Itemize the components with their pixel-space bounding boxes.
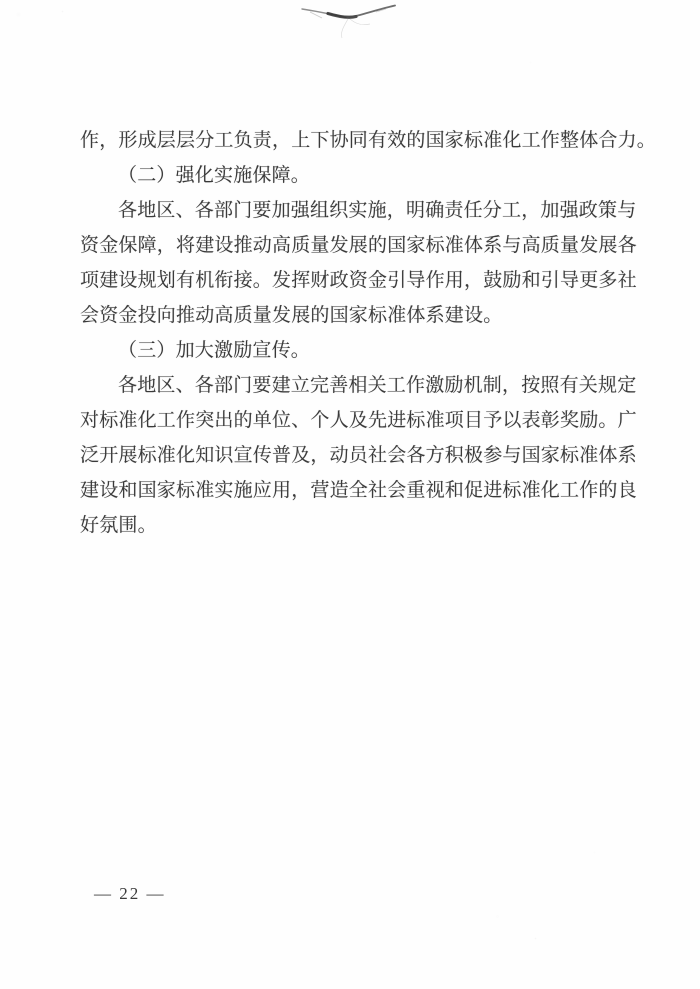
text-line: 泛开展标准化知识宣传普及，动员社会各方积极参与国家标准体系: [80, 445, 637, 466]
section-heading: （二）强化实施保障。: [118, 165, 311, 186]
section-heading: （三）加大激励宣传。: [118, 340, 311, 361]
text-line: 好氛围。: [80, 515, 157, 536]
scan-speckles: [0, 0, 1, 1]
scan-fold-mark-icon: [298, 0, 402, 44]
text-line: 建设和国家标准实施应用，营造全社会重视和促进标准化工作的良: [80, 480, 637, 501]
text-line: 资金保障，将建设推动高质量发展的国家标准体系与高质量发展各: [80, 235, 637, 256]
body-text: [80, 123, 655, 543]
page-number: — 22 —: [94, 884, 166, 903]
text-line: 会资金投向推动高质量发展的国家标准体系建设。: [80, 305, 503, 326]
text-line: 项建设规划有机衔接。发挥财政资金引导作用，鼓励和引导更多社: [80, 270, 637, 291]
text-line: 对标准化工作突出的单位、个人及先进标准项目予以表彰奖励。广: [80, 410, 637, 431]
text-line: 各地区、各部门要加强组织实施，明确责任分工，加强政策与: [118, 200, 637, 221]
text-line: 作，形成层层分工负责，上下协同有效的国家标准化工作整体合力。: [80, 130, 657, 151]
text-line: 各地区、各部门要建立完善相关工作激励机制，按照有关规定: [118, 375, 637, 396]
